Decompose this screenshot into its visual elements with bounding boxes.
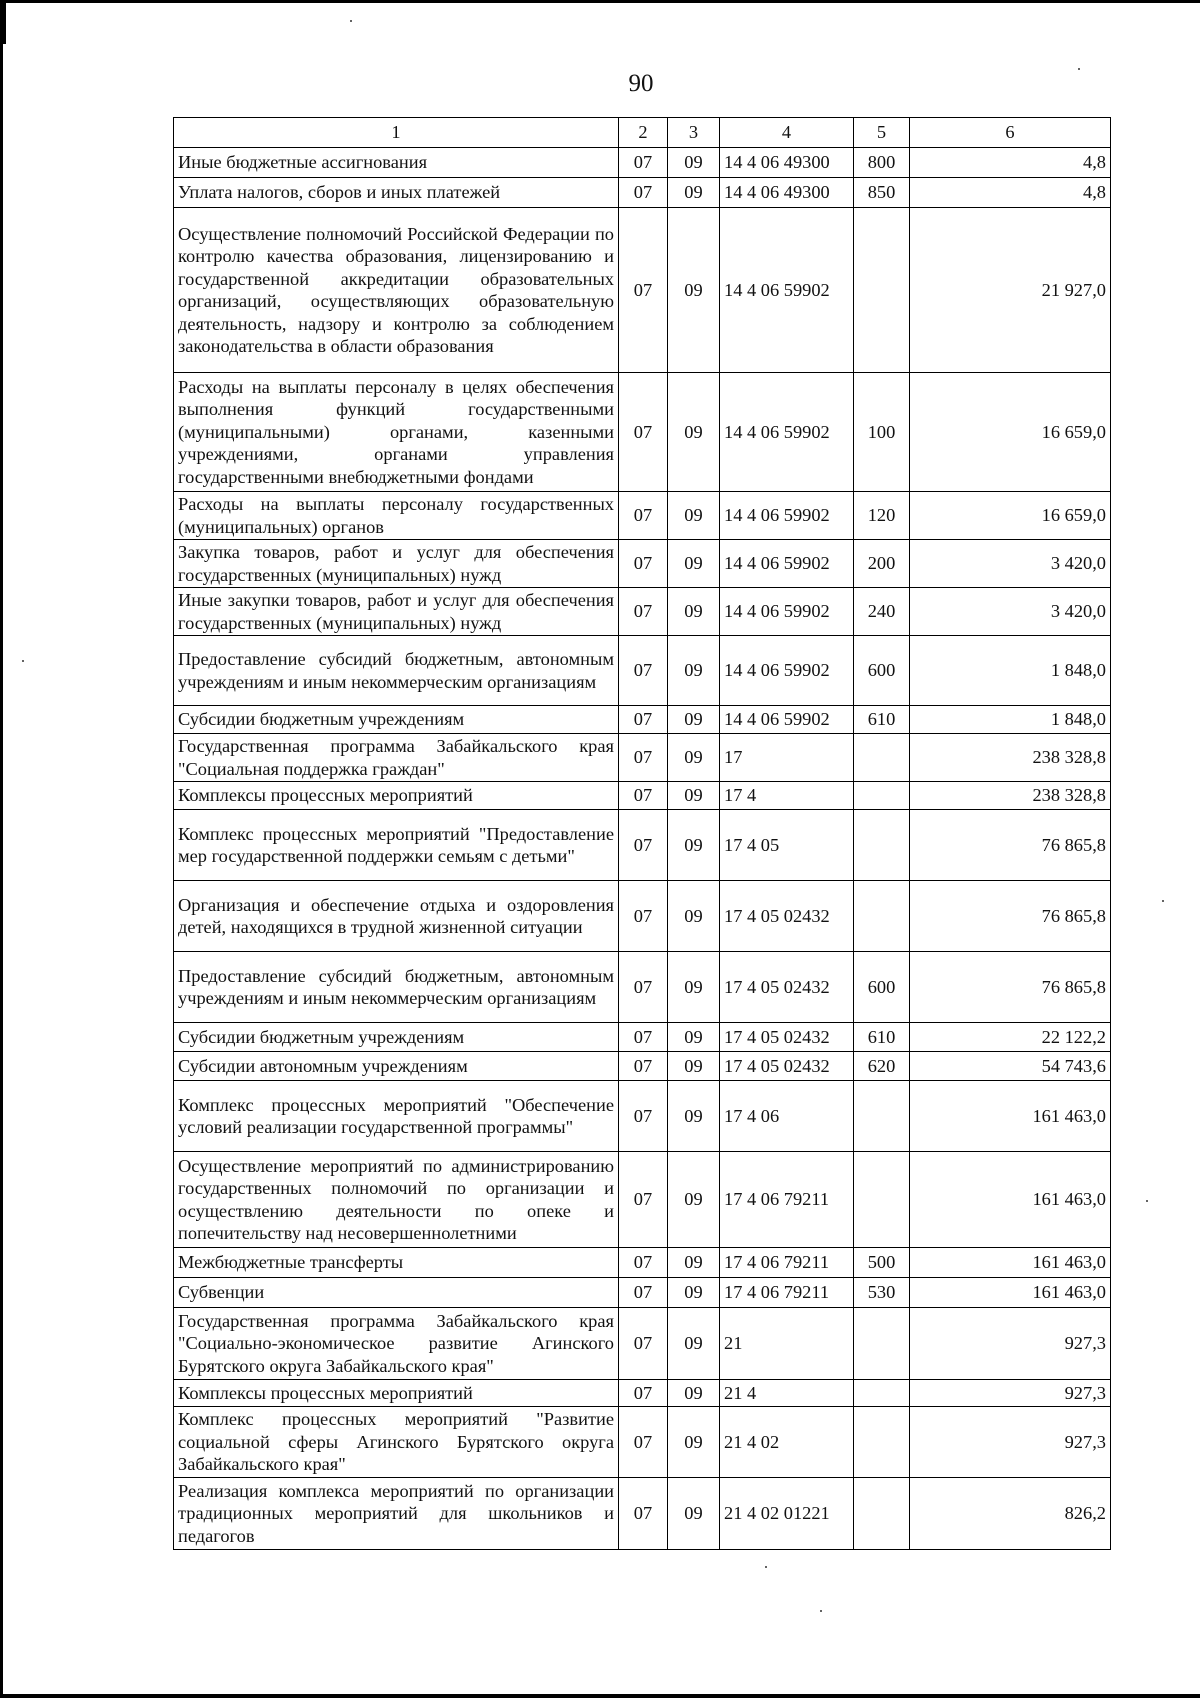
row-subsection: 09 [668,148,720,178]
row-expense-type: 240 [854,588,910,636]
row-section: 07 [619,1308,668,1380]
row-amount: 161 463,0 [910,1248,1111,1278]
row-subsection: 09 [668,373,720,492]
row-amount: 16 659,0 [910,373,1111,492]
table-row [174,178,1111,208]
row-target-code: 14 4 06 59902 [720,492,854,540]
row-amount: 927,3 [910,1380,1111,1407]
table-row [174,782,1111,810]
scan-border-mark [0,0,6,44]
column-header-1: 1 [174,118,619,148]
row-name: Предоставление субсидий бюджетным, автономным учреждениям и иным некоммерческим организациям [174,636,619,706]
row-subsection: 09 [668,636,720,706]
row-subsection: 09 [668,540,720,588]
table-row [174,706,1111,734]
row-subsection: 09 [668,178,720,208]
row-target-code: 21 [720,1308,854,1380]
scan-speck [820,1610,822,1612]
row-expense-type: 620 [854,1052,910,1081]
row-section: 07 [619,782,668,810]
row-section: 07 [619,492,668,540]
table-row [174,810,1111,881]
table-row [174,1152,1111,1248]
row-target-code: 17 4 06 79211 [720,1248,854,1278]
row-name: Иные закупки товаров, работ и услуг для обеспечения государственных (муниципальных) нужд [174,588,619,636]
scan-speck [1146,1200,1148,1202]
table-row [174,1248,1111,1278]
row-amount: 927,3 [910,1407,1111,1478]
row-target-code: 14 4 06 59902 [720,636,854,706]
row-subsection: 09 [668,734,720,782]
row-target-code: 17 4 05 02432 [720,881,854,952]
scan-speck [1162,900,1164,902]
row-subsection: 09 [668,1308,720,1380]
row-name: Расходы на выплаты персоналу государственных (муниципальных) органов [174,492,619,540]
row-subsection: 09 [668,588,720,636]
row-name: Комплексы процессных мероприятий [174,782,619,810]
row-amount: 54 743,6 [910,1052,1111,1081]
row-expense-type: 600 [854,952,910,1023]
row-amount: 826,2 [910,1478,1111,1550]
row-section: 07 [619,1478,668,1550]
row-target-code: 17 4 06 [720,1081,854,1152]
row-section: 07 [619,1023,668,1052]
scan-speck [765,1566,767,1568]
table-header-row [174,118,1111,148]
row-target-code: 17 4 06 79211 [720,1152,854,1248]
row-amount: 16 659,0 [910,492,1111,540]
row-section: 07 [619,373,668,492]
row-expense-type: 120 [854,492,910,540]
row-section: 07 [619,1278,668,1308]
row-subsection: 09 [668,1407,720,1478]
row-target-code: 21 4 02 01221 [720,1478,854,1550]
table-row [174,1478,1111,1550]
row-expense-type: 800 [854,148,910,178]
row-expense-type [854,1380,910,1407]
row-expense-type [854,1308,910,1380]
row-amount: 238 328,8 [910,782,1111,810]
table-row [174,881,1111,952]
row-expense-type: 850 [854,178,910,208]
row-name: Комплекс процессных мероприятий "Обеспечение условий реализации государственной программы" [174,1081,619,1152]
row-expense-type [854,1081,910,1152]
row-subsection: 09 [668,1081,720,1152]
row-name: Иные бюджетные ассигнования [174,148,619,178]
row-target-code: 14 4 06 59902 [720,706,854,734]
table-row [174,208,1111,373]
table-row [174,636,1111,706]
row-expense-type: 610 [854,706,910,734]
row-amount: 1 848,0 [910,636,1111,706]
column-header-2: 2 [619,118,668,148]
row-target-code: 17 4 05 02432 [720,952,854,1023]
table-row [174,540,1111,588]
row-amount: 3 420,0 [910,588,1111,636]
column-header-3: 3 [668,118,720,148]
row-target-code: 17 4 06 79211 [720,1278,854,1308]
row-expense-type [854,810,910,881]
row-subsection: 09 [668,1052,720,1081]
row-name: Закупка товаров, работ и услуг для обеспечения государственных (муниципальных) нужд [174,540,619,588]
row-expense-type: 500 [854,1248,910,1278]
table-row [174,734,1111,782]
table-row [174,1380,1111,1407]
row-target-code: 14 4 06 59902 [720,373,854,492]
row-name: Предоставление субсидий бюджетным, автономным учреждениям и иным некоммерческим организациям [174,952,619,1023]
row-section: 07 [619,588,668,636]
scan-speck [22,660,24,662]
row-section: 07 [619,1052,668,1081]
table-row [174,148,1111,178]
row-target-code: 21 4 02 [720,1407,854,1478]
row-target-code: 14 4 06 59902 [720,208,854,373]
row-section: 07 [619,178,668,208]
row-name: Субвенции [174,1278,619,1308]
scan-border-left [0,0,3,1698]
row-expense-type [854,208,910,373]
row-amount: 3 420,0 [910,540,1111,588]
row-expense-type: 100 [854,373,910,492]
row-subsection: 09 [668,782,720,810]
row-subsection: 09 [668,952,720,1023]
row-target-code: 14 4 06 49300 [720,148,854,178]
column-header-5: 5 [854,118,910,148]
row-section: 07 [619,952,668,1023]
row-amount: 76 865,8 [910,952,1111,1023]
table-row [174,1407,1111,1478]
table-row [174,1081,1111,1152]
row-name: Субсидии бюджетным учреждениям [174,706,619,734]
row-section: 07 [619,636,668,706]
row-name: Комплекс процессных мероприятий "Предоставление мер государственной поддержки семьям с детьми" [174,810,619,881]
row-subsection: 09 [668,1152,720,1248]
row-name: Государственная программа Забайкальского края "Социальная поддержка граждан" [174,734,619,782]
row-amount: 21 927,0 [910,208,1111,373]
row-name: Комплекс процессных мероприятий "Развитие социальной сферы Агинского Бурятского округа Забайкальского края" [174,1407,619,1478]
row-target-code: 17 4 05 02432 [720,1023,854,1052]
row-name: Реализация комплекса мероприятий по организации традиционных мероприятий для школьников и педагогов [174,1478,619,1550]
row-section: 07 [619,706,668,734]
table-row [174,1023,1111,1052]
row-expense-type: 200 [854,540,910,588]
table-row [174,373,1111,492]
budget-table [173,117,1111,1550]
scan-speck [1078,68,1080,70]
row-subsection: 09 [668,1278,720,1308]
column-header-6: 6 [910,118,1111,148]
row-amount: 76 865,8 [910,810,1111,881]
row-subsection: 09 [668,706,720,734]
row-target-code: 14 4 06 59902 [720,588,854,636]
row-section: 07 [619,540,668,588]
row-name: Комплексы процессных мероприятий [174,1380,619,1407]
table-row [174,952,1111,1023]
row-name: Осуществление мероприятий по администрированию государственных полномочий по организации и осуществлению деятельности по опеке и попечительству над несовершеннолетними [174,1152,619,1248]
row-name: Уплата налогов, сборов и иных платежей [174,178,619,208]
row-expense-type: 530 [854,1278,910,1308]
row-subsection: 09 [668,492,720,540]
table-row [174,492,1111,540]
row-name: Субсидии автономным учреждениям [174,1052,619,1081]
row-section: 07 [619,1407,668,1478]
row-target-code: 17 4 05 02432 [720,1052,854,1081]
row-target-code: 21 4 [720,1380,854,1407]
row-section: 07 [619,148,668,178]
row-section: 07 [619,734,668,782]
row-expense-type [854,1478,910,1550]
row-amount: 161 463,0 [910,1081,1111,1152]
row-subsection: 09 [668,1023,720,1052]
row-amount: 4,8 [910,148,1111,178]
row-name: Расходы на выплаты персоналу в целях обеспечения выполнения функций государственными (муниципальными) органами, казенными учреждениями, органами управления государственными внебюджетными фондами [174,373,619,492]
row-target-code: 14 4 06 59902 [720,540,854,588]
row-section: 07 [619,208,668,373]
row-name: Осуществление полномочий Российской Федерации по контролю качества образования, лицензированию и государственной аккредитации образовательных организаций, осуществляющих образовательную деятельность, надзору и контролю за соблюдением законодательства в области образования [174,208,619,373]
row-amount: 4,8 [910,178,1111,208]
row-section: 07 [619,1380,668,1407]
row-subsection: 09 [668,1478,720,1550]
column-header-4: 4 [720,118,854,148]
row-subsection: 09 [668,881,720,952]
row-name: Организация и обеспечение отдыха и оздоровления детей, находящихся в трудной жизненной ситуации [174,881,619,952]
row-amount: 161 463,0 [910,1152,1111,1248]
row-section: 07 [619,1081,668,1152]
row-amount: 238 328,8 [910,734,1111,782]
row-expense-type [854,1152,910,1248]
page-number: 90 [628,70,654,97]
row-name: Государственная программа Забайкальского края "Социально-экономическое развитие Агинского Бурятского округа Забайкальского края" [174,1308,619,1380]
row-subsection: 09 [668,1380,720,1407]
row-target-code: 14 4 06 49300 [720,178,854,208]
row-subsection: 09 [668,208,720,373]
row-section: 07 [619,1152,668,1248]
row-name: Межбюджетные трансферты [174,1248,619,1278]
row-expense-type [854,734,910,782]
table-row [174,1052,1111,1081]
table-row [174,588,1111,636]
row-amount: 161 463,0 [910,1278,1111,1308]
row-target-code: 17 4 05 [720,810,854,881]
row-expense-type: 610 [854,1023,910,1052]
table-row [174,1308,1111,1380]
row-target-code: 17 4 [720,782,854,810]
row-subsection: 09 [668,1248,720,1278]
scan-speck [350,20,352,22]
row-amount: 22 122,2 [910,1023,1111,1052]
row-expense-type [854,881,910,952]
row-name: Субсидии бюджетным учреждениям [174,1023,619,1052]
row-expense-type [854,782,910,810]
row-section: 07 [619,1248,668,1278]
row-amount: 76 865,8 [910,881,1111,952]
row-target-code: 17 [720,734,854,782]
row-amount: 1 848,0 [910,706,1111,734]
row-expense-type [854,1407,910,1478]
row-subsection: 09 [668,810,720,881]
scan-border-top [0,0,1200,3]
row-expense-type: 600 [854,636,910,706]
row-section: 07 [619,881,668,952]
table-row [174,1278,1111,1308]
scan-border-bottom [0,1694,1200,1698]
row-section: 07 [619,810,668,881]
row-amount: 927,3 [910,1308,1111,1380]
